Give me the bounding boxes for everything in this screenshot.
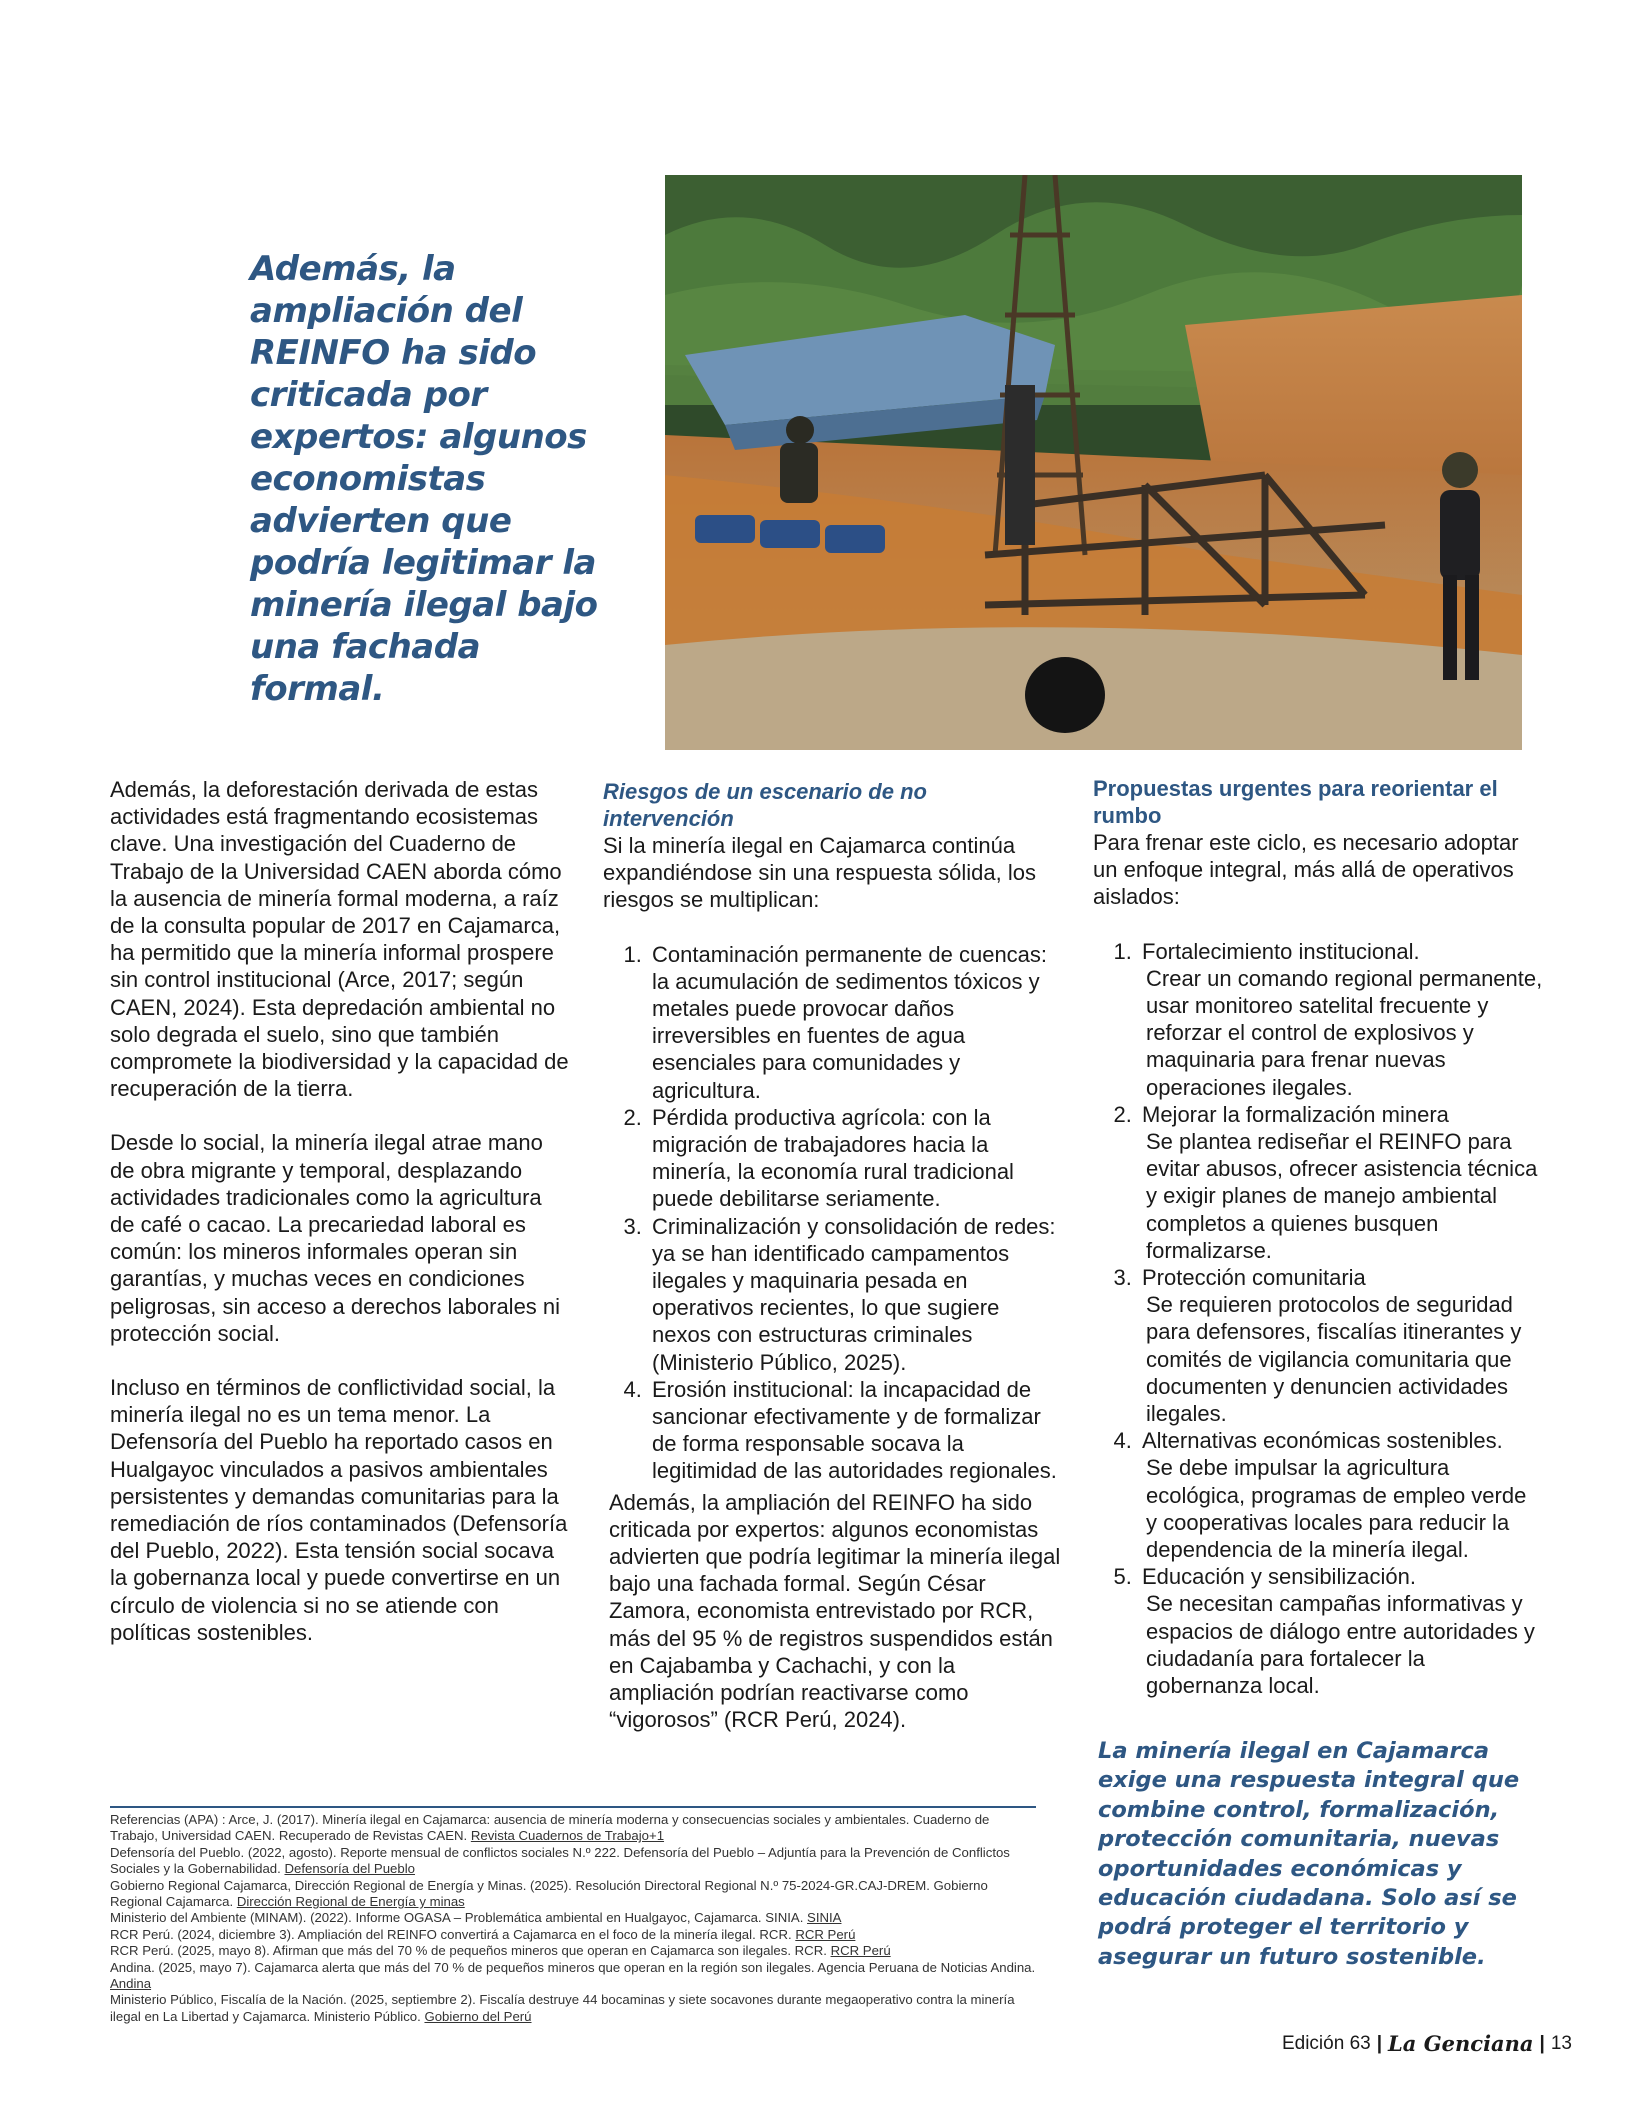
risks-intro: Si la minería ilegal en Cajamarca continúa expandiéndose sin una respuesta sólida, los riesgos se multiplican: bbox=[603, 833, 1036, 913]
list-item bbox=[1138, 1264, 1543, 1427]
reference-entry: Gobierno Regional Cajamarca, Dirección Regional de Energía y Minas. (2025). Resolución Directoral Regional N.º 75-2024-GR.CAJ-DREM. Gobierno Regional Cajamarca. Dirección Regional de Energía y minas bbox=[110, 1877, 988, 1910]
reference-link[interactable]: SINIA bbox=[807, 1910, 842, 1926]
proposal-title: Alternativas económicas sostenibles. bbox=[1142, 1428, 1503, 1454]
body-paragraph: Incluso en términos de conflictividad social, la minería ilegal no es un tema menor. La Defensoría del Pueblo ha reportado casos en Hualgayoc vinculados a pasivos ambientales persistentes y demandas comunitarias para la remediación de ríos contaminados (Defensoría del Pueblo, 2022). Esta tensión social socava la gobernanza local y puede convertirse en un círculo de violencia si no se atiende con políticas sostenibles. bbox=[110, 1375, 568, 1645]
reference-entry: Referencias (APA) : Arce, J. (2017). Minería ilegal en Cajamarca: ausencia de minería moderna y consecuencias sociales y ambientales. Cuaderno de Trabajo, Universidad CAEN. Recuperado de Revistas CAEN. Revista Cuadernos de Trabajo+1 bbox=[110, 1812, 990, 1844]
reference-entry: RCR Perú. (2024, diciembre 3). Ampliación del REINFO convertirá a Cajamarca en el foco de la minería ilegal. RCR. RCR Perú bbox=[110, 1926, 856, 1942]
reference-link[interactable]: RCR Perú bbox=[795, 1926, 856, 1942]
proposal-detail: Se necesitan campañas informativas y espacios de diálogo entre autoridades y ciudadanía para fortalecer la gobernanza local. bbox=[1146, 1591, 1535, 1699]
reference-entry: Andina. (2025, mayo 7). Cajamarca alerta que más del 70 % de pequeños mineros que operan en la región son ilegales. Agencia Peruana de Noticias Andina. Andina bbox=[110, 1959, 1036, 1992]
reference-entry: RCR Perú. (2025, mayo 8). Afirman que más del 70 % de pequeños mineros que operan en Cajamarca son ilegales. RCR. RCR Perú bbox=[110, 1943, 891, 1959]
body-paragraph: Además, la deforestación derivada de estas actividades está fragmentando ecosistemas clave. Una investigación del Cuaderno de Trabajo de la Universidad CAEN aborda cómo la ausencia de minería formal moderna, a raíz de la consulta popular de 2017 en Cajamarca, ha permitido que la minería informal prospere sin control institucional (Arce, 2017; según CAEN, 2024). Esta depredación ambiental no solo degrada el suelo, sino que también compromete la biodiversidad y la capacidad de recuperación de la tierra. bbox=[110, 777, 569, 1102]
proposal-title: Mejorar la formalización minera bbox=[1142, 1101, 1449, 1127]
list-item: 1. Contaminación permanente de cuencas: la acumulación de sedimentos tóxicos y metales puede provocar daños irreversibles en fuentes de agua esenciales para comunidades y agricultura. bbox=[648, 941, 1063, 1104]
reference-link[interactable]: Defensoría del Pueblo bbox=[284, 1861, 415, 1877]
proposals-list bbox=[1093, 938, 1543, 1700]
proposal-title: Educación y sensibilización. bbox=[1142, 1564, 1416, 1590]
proposal-detail: Se debe impulsar la agricultura ecológica, programas de empleo verde y cooperativas locales para reducir la dependencia de la minería ilegal. bbox=[1146, 1455, 1527, 1563]
list-item bbox=[1138, 1101, 1543, 1264]
column-right bbox=[1093, 775, 1543, 1699]
mining-camp-photo bbox=[665, 175, 1522, 750]
proposals-intro: Para frenar este ciclo, es necesario adoptar un enfoque integral, más allá de operativos aislados: bbox=[1093, 830, 1519, 910]
references-divider bbox=[110, 1806, 1036, 1808]
magazine-brand: La Genciana bbox=[1388, 2031, 1534, 2056]
section-heading-proposals: Propuestas urgentes para reorientar el rumbo bbox=[1093, 776, 1498, 828]
reference-link[interactable]: Revista Cuadernos de Trabajo+1 bbox=[470, 1828, 665, 1844]
edition-label: Edición 63 bbox=[1281, 2032, 1371, 2054]
proposal-title: Protección comunitaria bbox=[1142, 1265, 1366, 1291]
list-item bbox=[1138, 1563, 1543, 1699]
proposal-detail: Se requieren protocolos de seguridad para defensores, fiscalías itinerantes y comités de vigilancia comunitaria que documenten y denuncien actividades ilegales. bbox=[1146, 1292, 1522, 1427]
reference-link[interactable]: RCR Perú bbox=[830, 1943, 891, 1959]
mining-photo-illustration bbox=[665, 175, 1522, 750]
proposal-title: Fortalecimiento institucional. bbox=[1142, 938, 1420, 964]
reference-entry: Defensoría del Pueblo. (2022, agosto). Reporte mensual de conflictos sociales N.º 222. Defensoría del Pueblo – Adjuntía para la Prevención de Conflictos Sociales y la Gobernabilidad. Defensoría del Pueblo bbox=[110, 1844, 1010, 1877]
section-heading-risks: Riesgos de un escenario de no intervención bbox=[603, 779, 927, 831]
body-paragraph: Desde lo social, la minería ilegal atrae mano de obra migrante y temporal, desplazando actividades tradicionales como la agricultura de café o cacao. La precariedad laboral es común: los mineros informales operan sin garantías, y muchas veces en condiciones peligrosas, sin acceso a derechos laborales ni protección social. bbox=[110, 1130, 561, 1346]
reference-link[interactable]: Andina bbox=[110, 1976, 152, 1992]
list-item bbox=[1138, 1427, 1543, 1563]
page-number: 13 bbox=[1550, 2032, 1572, 2054]
reference-link[interactable]: Gobierno del Perú bbox=[424, 2008, 532, 2024]
pull-quote: Además, la ampliación del REINFO ha sido criticada por expertos: algunos economistas advierten que podría legitimar la minería ilegal bajo una fachada formal. bbox=[250, 249, 598, 709]
list-item: 3. Criminalización y consolidación de redes: ya se han identificado campamentos ilegales y maquinaria pesada en operativos recientes, lo que sugiere nexos con estructuras criminales (Ministerio Público, 2025). bbox=[648, 1213, 1063, 1376]
references bbox=[110, 1812, 1036, 2025]
list-item bbox=[1138, 938, 1543, 1101]
list-item: 4. Erosión institucional: la incapacidad de sancionar efectivamente y de formalizar de forma responsable socava la legitimidad de las autoridades regionales. bbox=[648, 1376, 1063, 1485]
closing-quote: La minería ilegal en Cajamarca exige una respuesta integral que combine control, formalización, protección comunitaria, nuevas oportunidades económicas y educación ciudadana. Solo así se podrá proteger el territorio y asegurar un futuro sostenible. bbox=[1098, 1738, 1520, 1970]
reference-link[interactable]: Dirección Regional de Energía y minas bbox=[236, 1894, 465, 1910]
reinfo-paragraph: Además, la ampliación del REINFO ha sido criticada por expertos: algunos economistas advierten que podría legitimar la minería ilegal bajo una fachada formal. Según César Zamora, economista entrevistado por RCR, más del 95 % de registros suspendidos están en Cajabamba y Cachachi, y con la ampliación podrían reactivarse como “vigorosos” (RCR Perú, 2024). bbox=[609, 1489, 1061, 1733]
footer-separator: | bbox=[1376, 2032, 1383, 2054]
footer-separator: | bbox=[1539, 2032, 1545, 2054]
column-left bbox=[110, 776, 570, 1673]
proposal-detail: Crear un comando regional permanente, usar monitoreo satelital frecuente y reforzar el control de explosivos y maquinaria para frenar nuevas operaciones ilegales. bbox=[1146, 965, 1543, 1100]
proposal-detail: Se plantea rediseñar el REINFO para evitar abusos, ofrecer asistencia técnica y exigir planes de manejo ambiental completos a quienes busquen formalizarse. bbox=[1146, 1129, 1538, 1263]
page-footer bbox=[1282, 2031, 1572, 2056]
list-item: 2. Pérdida productiva agrícola: con la migración de trabajadores hacia la minería, la economía rural tradicional puede debilitarse seriamente. bbox=[648, 1104, 1063, 1213]
column-middle bbox=[603, 778, 1063, 1734]
reference-entry: Ministerio Público, Fiscalía de la Nación. (2025, septiembre 2). Fiscalía destruye 44 bocaminas y siete socavones durante megaoperativo contra la minería ilegal en La Libertad y Cajamarca. Ministerio Público. Gobierno del Perú bbox=[110, 1992, 1015, 2024]
risks-list bbox=[603, 941, 1063, 1485]
reference-entry: Ministerio del Ambiente (MINAM). (2022). Informe OGASA – Problemática ambiental en Hualgayoc, Cajamarca. SINIA. SINIA bbox=[110, 1910, 842, 1926]
